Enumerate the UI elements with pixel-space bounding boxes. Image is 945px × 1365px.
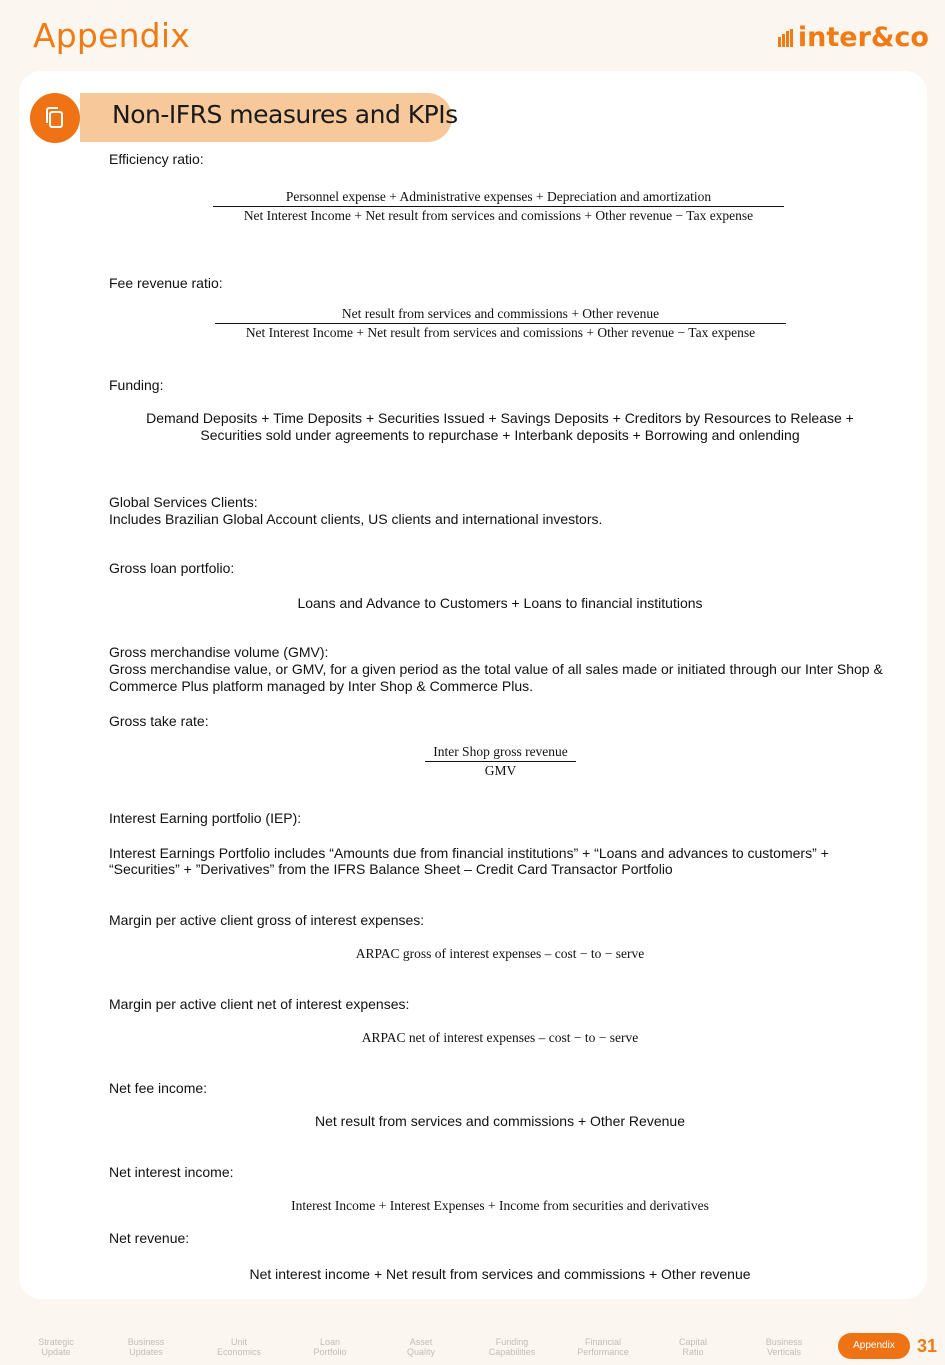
fee-revenue-denominator: Net Interest Income + Net result from services and comissions + Other revenue − Tax expense [245, 325, 756, 340]
section-title: Non-IFRS measures and KPIs [112, 100, 458, 129]
gmv-label: Gross merchandise volume (GMV): [109, 644, 329, 660]
nav-item-funding-capabilities[interactable] [472, 1337, 552, 1357]
nav-item-business-verticals[interactable] [744, 1337, 824, 1357]
fee-revenue-numerator: Net result from services and commissions + Other revenue [215, 306, 786, 324]
net-revenue-label: Net revenue: [109, 1230, 190, 1246]
nav-item-label: Updates [129, 1347, 163, 1357]
page-title: Appendix [33, 16, 190, 55]
efficiency-ratio-label: Efficiency ratio: [109, 151, 204, 167]
take-rate-denominator: GMV [484, 763, 517, 778]
take-rate-label: Gross take rate: [109, 713, 209, 729]
net-interest-label: Net interest income: [109, 1164, 234, 1180]
funding-formula-line1: Demand Deposits + Time Deposits + Securities Issued + Savings Deposits + Creditors by Resources to Release + [146, 410, 854, 426]
nav-item-strategic-update[interactable] [16, 1337, 96, 1357]
nav-item-label: Unit [230, 1337, 247, 1347]
bottom-nav [0, 1333, 945, 1363]
fee-revenue-ratio-formula [215, 306, 786, 341]
take-rate-formula [425, 744, 576, 779]
nav-item-label: Update [41, 1347, 71, 1357]
nav-item-label: Asset [409, 1337, 433, 1347]
margin-net-formula: ARPAC net of interest expenses – cost − to − serve [361, 1030, 639, 1045]
margin-gross-label: Margin per active client gross of interest expenses: [109, 912, 425, 928]
page-number: 31 [917, 1336, 938, 1356]
global-services-label: Global Services Clients: [109, 494, 258, 510]
iep-label: Interest Earning portfolio (IEP): [109, 810, 302, 826]
efficiency-denominator: Net Interest Income + Net result from services and comissions + Other revenue − Tax expense [243, 208, 754, 223]
logo-text: inter&co [797, 22, 929, 53]
efficiency-ratio-formula [213, 189, 784, 224]
nav-item-label: Business [127, 1337, 165, 1347]
gmv-text: Gross merchandise value, or GMV, for a given period as the total value of all sales made or initiated through our Inter Shop & Commerce Plus platform managed by Inter Shop & Commerce Plus. [109, 661, 883, 694]
fee-revenue-ratio-label: Fee revenue ratio: [109, 275, 223, 291]
funding-formula-line2: Securities sold under agreements to repurchase + Interbank deposits + Borrowing and onlending [200, 427, 800, 443]
nav-item-business-updates[interactable] [106, 1337, 186, 1357]
funding-label: Funding: [109, 377, 164, 393]
take-rate-numerator: Inter Shop gross revenue [425, 744, 576, 762]
nav-item-label: Verticals [766, 1347, 801, 1357]
nav-item-label: Business [765, 1337, 803, 1347]
nav-item-label: Capabilities [488, 1347, 536, 1357]
logo-stripes-icon [778, 29, 794, 47]
nav-item-label: Financial [584, 1337, 622, 1347]
net-revenue-formula: Net interest income + Net result from services and commissions + Other revenue [249, 1266, 751, 1282]
margin-gross-formula: ARPAC gross of interest expenses – cost − to − serve [355, 946, 645, 961]
net-fee-formula: Net result from services and commissions + Other Revenue [315, 1113, 685, 1129]
nav-item-label: Capital [678, 1337, 707, 1347]
nav-item-financial-performance[interactable] [563, 1337, 643, 1357]
nav-item-loan-portfolio[interactable] [290, 1337, 370, 1357]
nav-item-label: Performance [577, 1347, 629, 1357]
copy-icon [30, 93, 80, 143]
nav-item-capital-ratio[interactable] [653, 1337, 733, 1357]
net-interest-formula: Interest Income + Interest Expenses + Income from securities and derivatives [291, 1198, 709, 1213]
nav-item-unit-economics[interactable] [199, 1337, 279, 1357]
net-fee-label: Net fee income: [109, 1080, 208, 1096]
margin-net-label: Margin per active client net of interest expenses: [109, 996, 410, 1012]
nav-item-label: Ratio [682, 1347, 704, 1357]
nav-item-asset-quality[interactable] [381, 1337, 461, 1357]
nav-item-label: Quality [406, 1347, 435, 1357]
nav-item-label: Portfolio [313, 1347, 347, 1357]
gross-loan-label: Gross loan portfolio: [109, 560, 235, 576]
global-services-text: Includes Brazilian Global Account clients, US clients and international investors. [109, 511, 603, 527]
iep-text: Interest Earnings Portfolio includes “Amounts due from financial institutions” + “Loans and advances to customers” + “Securities” + ”Derivatives” from the IFRS Balance Sheet – Credit Card Transactor Portfolio [109, 845, 829, 877]
nav-item-label: Loan [319, 1337, 341, 1347]
gross-loan-formula: Loans and Advance to Customers + Loans to financial institutions [297, 595, 703, 611]
nav-item-label: Economics [216, 1347, 261, 1357]
efficiency-numerator: Personnel expense + Administrative expenses + Depreciation and amortization [213, 189, 784, 207]
nav-item-label: Funding [495, 1337, 529, 1347]
nav-item-label: Strategic [38, 1337, 74, 1347]
nav-item-appendix[interactable]: Appendix [838, 1333, 910, 1359]
brand-logo [778, 22, 929, 53]
